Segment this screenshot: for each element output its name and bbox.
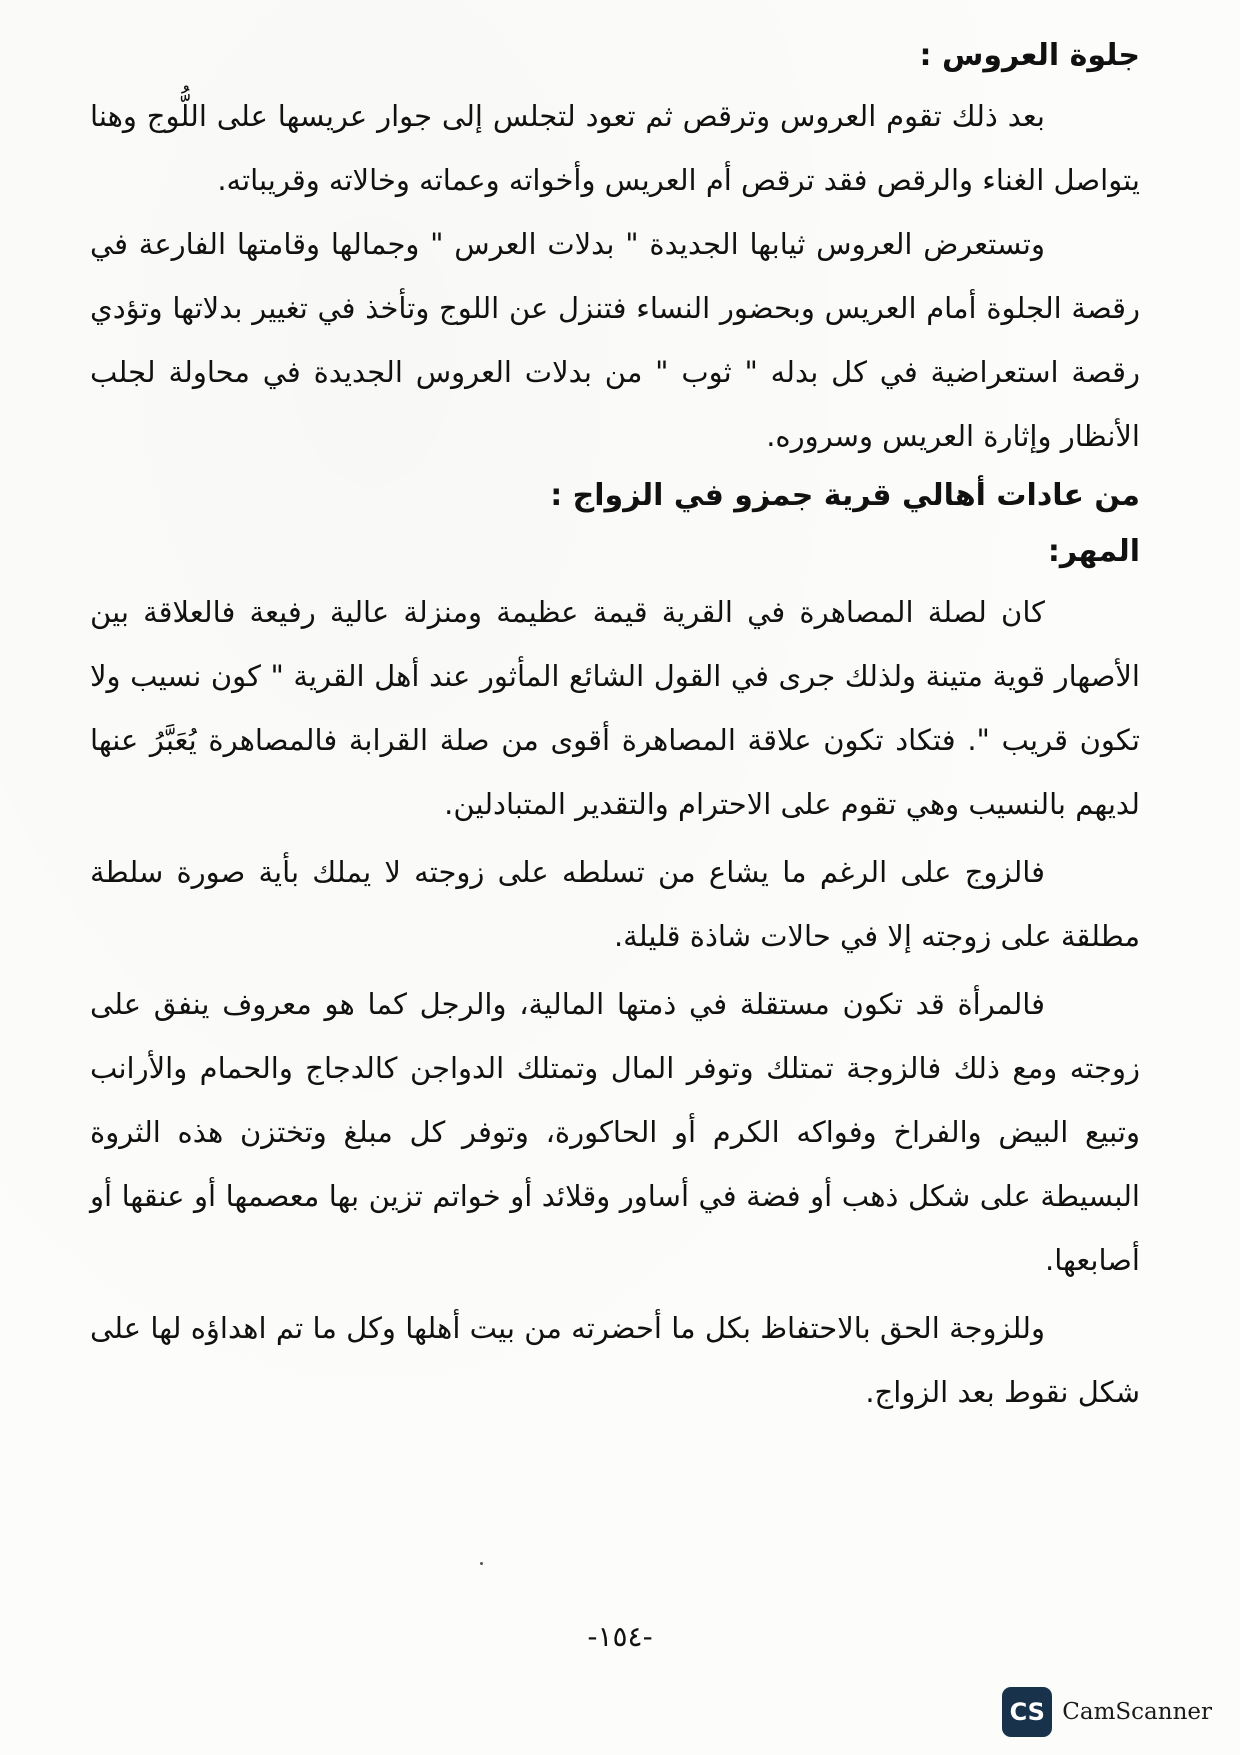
paragraph: وتستعرض العروس ثيابها الجديدة " بدلات العرس " وجمالها وقامتها الفارعة في رقصة الجلوة أمام العريس وبحضور النساء فتنزل عن اللوج وتأخذ في تغيير بدلاتها وتؤدي رقصة استعراضية في كل بدله " ثوب " من بدلات العروس الجديدة في محاولة لجلب الأنظار وإثارة العريس وسروره. [90, 227, 1140, 453]
subheading-dowry: المهر: [1047, 534, 1140, 569]
scan-speck [480, 1562, 483, 1565]
brand-name: CamScanner [1062, 1699, 1212, 1725]
page-number: -١٥٤- [587, 1620, 653, 1653]
paragraph: بعد ذلك تقوم العروس وترقص ثم تعود لتجلس إلى جوار عريسها على اللُّوج وهنا يتواصل الغناء والرقص فقد ترقص أم العريس وأخواته وعماته وخالاته وقريباته. [90, 99, 1140, 197]
section-heading-bride-unveiling: جلوة العروس : [919, 38, 1140, 73]
paragraph: فالمرأة قد تكون مستقلة في ذمتها المالية، والرجل كما هو معروف ينفق على زوجته ومع ذلك فالزوجة تمتلك وتوفر المال وتمتلك الدواجن كالدجاج والحمام والأرانب وتبيع البيض والفراخ وفواكه الكرم أو الحاكورة، وتوفر كل مبلغ وتختزن هذه الثروة البسيطة على شكل ذهب أو فضة في أساور وقلائد أو خواتم تزين بها معصمها أو عنقها أو أصابعها. [90, 987, 1140, 1277]
camscanner-watermark [1002, 1686, 1212, 1738]
camscanner-logo-icon [1002, 1687, 1052, 1737]
paragraph: وللزوجة الحق بالاحتفاظ بكل ما أحضرته من بيت أهلها وكل ما تم اهداؤه لها على شكل نقوط بعد الزواج. [90, 1311, 1140, 1409]
section-heading-marriage-customs: من عادات أهالي قرية جمزو في الزواج : [550, 478, 1140, 513]
document-body [90, 28, 1140, 1424]
logo-text: CS [1009, 1698, 1045, 1726]
paragraph: فالزوج على الرغم ما يشاع من تسلطه على زوجته لا يملك بأية صورة سلطة مطلقة على زوجته إلا في حالات شاذة قليلة. [90, 855, 1140, 953]
paragraph: كان لصلة المصاهرة في القرية قيمة عظيمة ومنزلة عالية رفيعة فالعلاقة بين الأصهار قوية متينة ولذلك جرى في القول الشائع المأثور عند أهل القرية " كون نسيب ولا تكون قريب ". فتكاد تكون علاقة المصاهرة أقوى من صلة القرابة فالمصاهرة يُعَبَّرُ عنها لديهم بالنسيب وهي تقوم على الاحترام والتقدير المتبادلين. [90, 595, 1140, 821]
